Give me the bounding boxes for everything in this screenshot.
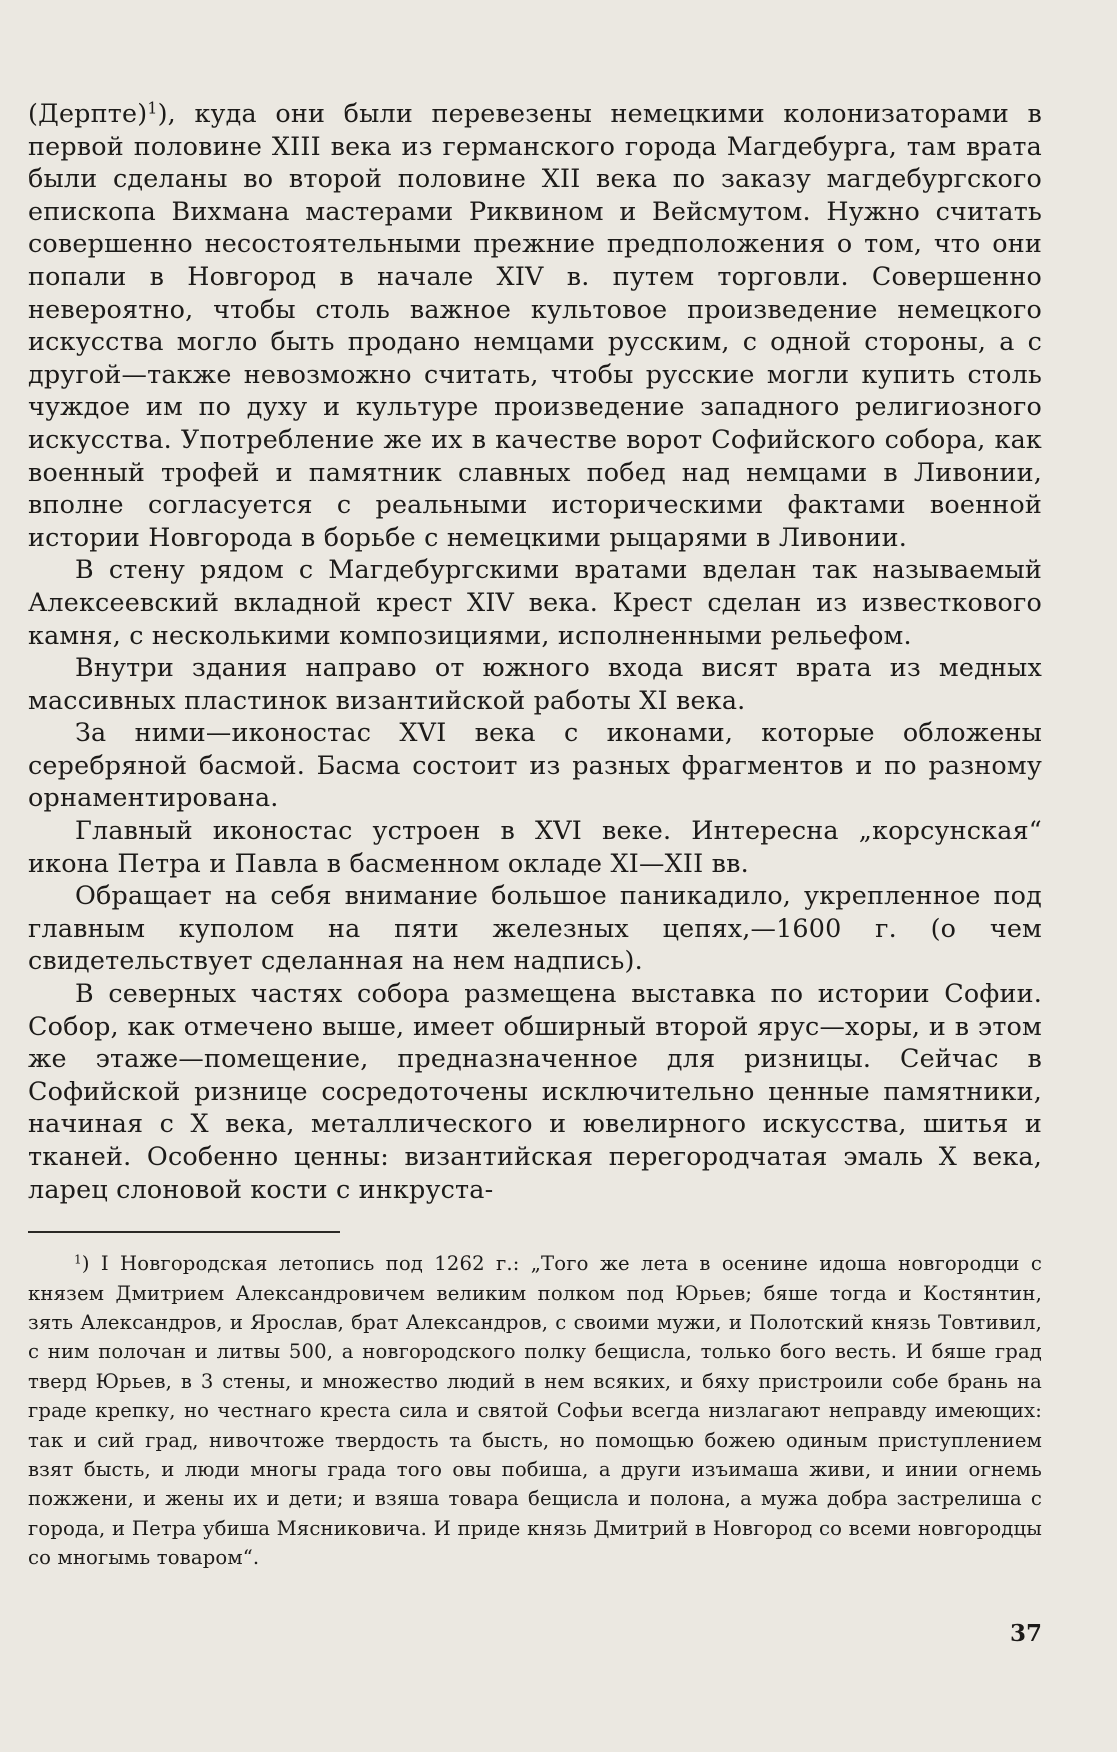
main-text (28, 97, 1042, 1205)
paragraph-1-text: ), куда они были перевезены немецкими колонизаторами в первой половине XIII века из германского города Магдебурга, там врата были сделаны во второй половине XII века по заказу магдебургского епископа Вихмана мастерами Риквином и Вейсмутом. Нужно считать совершенно несостоятельными прежние предположения о том, что они попали в Новгород в начале XIV в. путем торговли. Совершенно невероятно, чтобы столь важное культовое произведение немецкого искусства могло быть продано немцами русским, с одной стороны, а с другой—также невозможно считать, чтобы русские могли купить столь чуждое им по духу и культуре произведение западного религиозного искусства. Употребление же их в качестве ворот Софийского собора, как военный трофей и памятник славных побед над немцами в Ливонии, вполне согласуется с реальными историческими фактами военной истории Новгорода в борьбе с немецкими рыцарями в Ливонии. (28, 98, 1042, 552)
footnotes (28, 1249, 1042, 1572)
footnote-divider (28, 1231, 340, 1233)
paragraph-4: За ними—иконостас XVI века с иконами, которые обложены серебряной басмой. Басма состоит из разных фрагментов и по разному орнаментирована. (28, 717, 1042, 813)
footnote-1 (28, 1249, 1042, 1572)
paragraph-3: Внутри здания направо от южного входа висят врата из медных массивных пластинок византийской работы XI века. (28, 652, 1042, 715)
paragraph-6: Обращает на себя внимание большое паникадило, укрепленное под главным куполом на пяти железных цепях,—1600 г. (о чем свидетельствует сделанная на нем надпись). (28, 880, 1042, 976)
paragraph-1-lead: (Дерпте) (28, 98, 148, 128)
footnote-reference[interactable]: 1 (147, 98, 158, 118)
paragraph-1 (28, 97, 1042, 553)
footnote-1-text: ) I Новгородская летопись под 1262 г.: „Того же лета в осенине идоша новгородци с князем Дмитрием Александровичем великим полком под Юрьев; бяше тогда и Костянтин, зять Александров, и Ярослав, брат Александров, с своими мужи, и Полотский князь Товтивил, с ним полочан и литвы 500, а новгородского полку бещисла, только бого весть. И бяше град тверд Юрьев, в 3 стены, и множество людий в нем всяких, и бяху пристроили собе брань на граде крепку, но честнаго креста сила и святой Софьи всегда низлагают неправду имеющих: так и сий град, нивочтоже твердость та бысть, но помощью божею одиным приступлением взят бысть, и люди многы града того овы побиша, а други изъимаша живи, и инии огнемь пожжени, и жены их и дети; и взяша товара бещисла и полона, а мужа добра застрелиша с города, и Петра убиша Мясниковича. И приде князь Дмитрий в Новгород со всеми новгородцы со многымь товаром“. (28, 1252, 1042, 1570)
paragraph-7: В северных частях собора размещена выставка по истории Софии. Собор, как отмечено выше, имеет обширный второй ярус—хоры, и в этом же этаже—помещение, предназначенное для ризницы. Сейчас в Софийской ризнице сосредоточены исключительно ценные памятники, начиная с X века, металлического и ювелирного искусства, шитья и тканей. Особенно ценны: византийская перегородчатая эмаль X века, ларец слоновой кости с инкруста- (28, 978, 1042, 1204)
paragraph-2: В стену рядом с Магдебургскими вратами вделан так называемый Алексеевский вкладной крест XIV века. Крест сделан из известкового камня, с несколькими композициями, исполненными рельефом. (28, 554, 1042, 650)
page-number: 37 (1009, 1620, 1042, 1647)
paragraph-5: Главный иконостас устроен в XVI веке. Интересна „корсунская“ икона Петра и Павла в басменном окладе XI—XII вв. (28, 815, 1042, 878)
footnote-marker: 1 (74, 1252, 82, 1267)
